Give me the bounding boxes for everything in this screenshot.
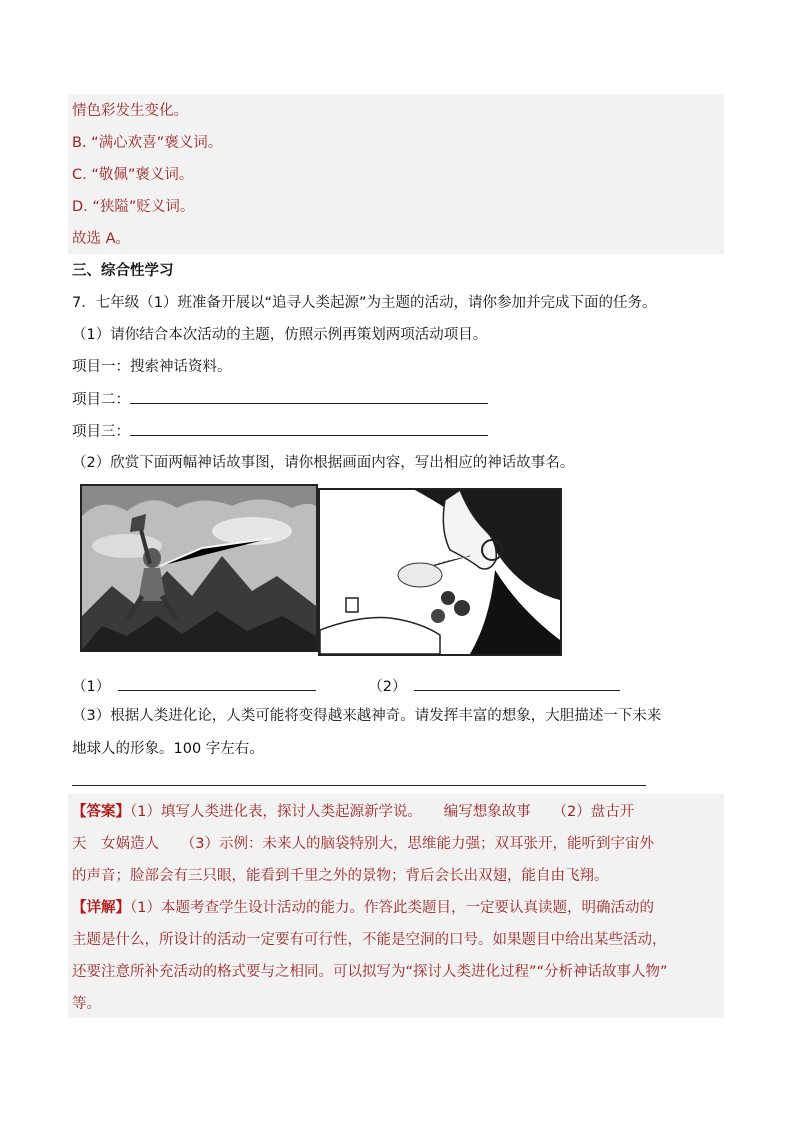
- answer-line[interactable]: [72, 785, 646, 786]
- project-two-blank[interactable]: [130, 389, 488, 404]
- nuwa-illustration: [318, 488, 562, 656]
- project-three-blank[interactable]: [130, 421, 488, 436]
- nuwa-drawing: [320, 490, 560, 654]
- detail-line-1: [72, 898, 654, 918]
- question-stem: 7．七年级（1）班准备开展以“追寻人类起源”为主题的活动，请你参加并完成下面的任务。: [72, 295, 657, 311]
- detail-text-4: 等。: [72, 996, 101, 1012]
- question-part1: （1）请你结合本次活动的主题，仿照示例再策划两项活动项目。: [72, 327, 488, 343]
- section-title: 三、综合性学习: [72, 263, 174, 279]
- picture-blank-row: [72, 676, 620, 697]
- prev-answer: 故选 A。: [72, 231, 131, 247]
- picture-two-blank[interactable]: [414, 676, 620, 691]
- picture-one-label: （1）: [72, 679, 111, 695]
- option-b-explain: B. “满心欢喜”褒义词。: [72, 135, 223, 151]
- answer-text-3: 的声音；脸部会有三只眼，能看到千里之外的景物；背后会长出双翅，能自由飞翔。: [72, 868, 609, 884]
- prev-line: 情色彩发生变化。: [72, 103, 188, 119]
- answer-text-1: （1）填写人类进化表，探讨人类起源新学说。 编写想象故事 （2）盘古开: [130, 804, 635, 820]
- detail-text-2: 主题是什么，所设计的活动一定要有可行性，不能是空洞的口号。如果题目中给出某些活动，: [72, 932, 667, 948]
- answer-tag: 【答案】: [72, 804, 130, 820]
- project-two-label: 项目二：: [72, 392, 130, 408]
- picture-two-label: （2）: [368, 679, 407, 695]
- project-three-row: [72, 421, 488, 442]
- project-three-label: 项目三：: [72, 424, 130, 440]
- detail-tag: 【详解】: [72, 900, 130, 916]
- picture-one-blank[interactable]: [118, 676, 316, 691]
- project-two-row: [72, 389, 488, 410]
- pangu-illustration: [80, 484, 318, 652]
- detail-text-1: （1）本题考查学生设计活动的能力。作答此类题目，一定要认真读题，明确活动的: [130, 900, 654, 916]
- question-part3-b: 地球人的形象。100 字左右。: [72, 741, 264, 757]
- option-c-explain: C. “敬佩”褒义词。: [72, 167, 194, 183]
- pangu-drawing: [82, 486, 316, 650]
- answer-line-1: [72, 802, 634, 822]
- detail-text-3: 还要注意所补充活动的格式要与之相同。可以拟写为“探讨人类进化过程”“分析神话故事人物”: [72, 964, 668, 980]
- question-part2: （2）欣赏下面两幅神话故事图，请你根据画面内容，写出相应的神话故事名。: [72, 455, 575, 471]
- project-one: 项目一：搜索神话资料。: [72, 359, 232, 375]
- option-d-explain: D. “狭隘”贬义词。: [72, 199, 195, 215]
- answer-text-2: 天 女娲造人 （3）示例：未来人的脑袋特别大，思维能力强；双耳张开，能听到宇宙外: [72, 836, 654, 852]
- question-part3-a: （3）根据人类进化论，人类可能将变得越来越神奇。请发挥丰富的想象，大胆描述一下未来: [72, 708, 662, 724]
